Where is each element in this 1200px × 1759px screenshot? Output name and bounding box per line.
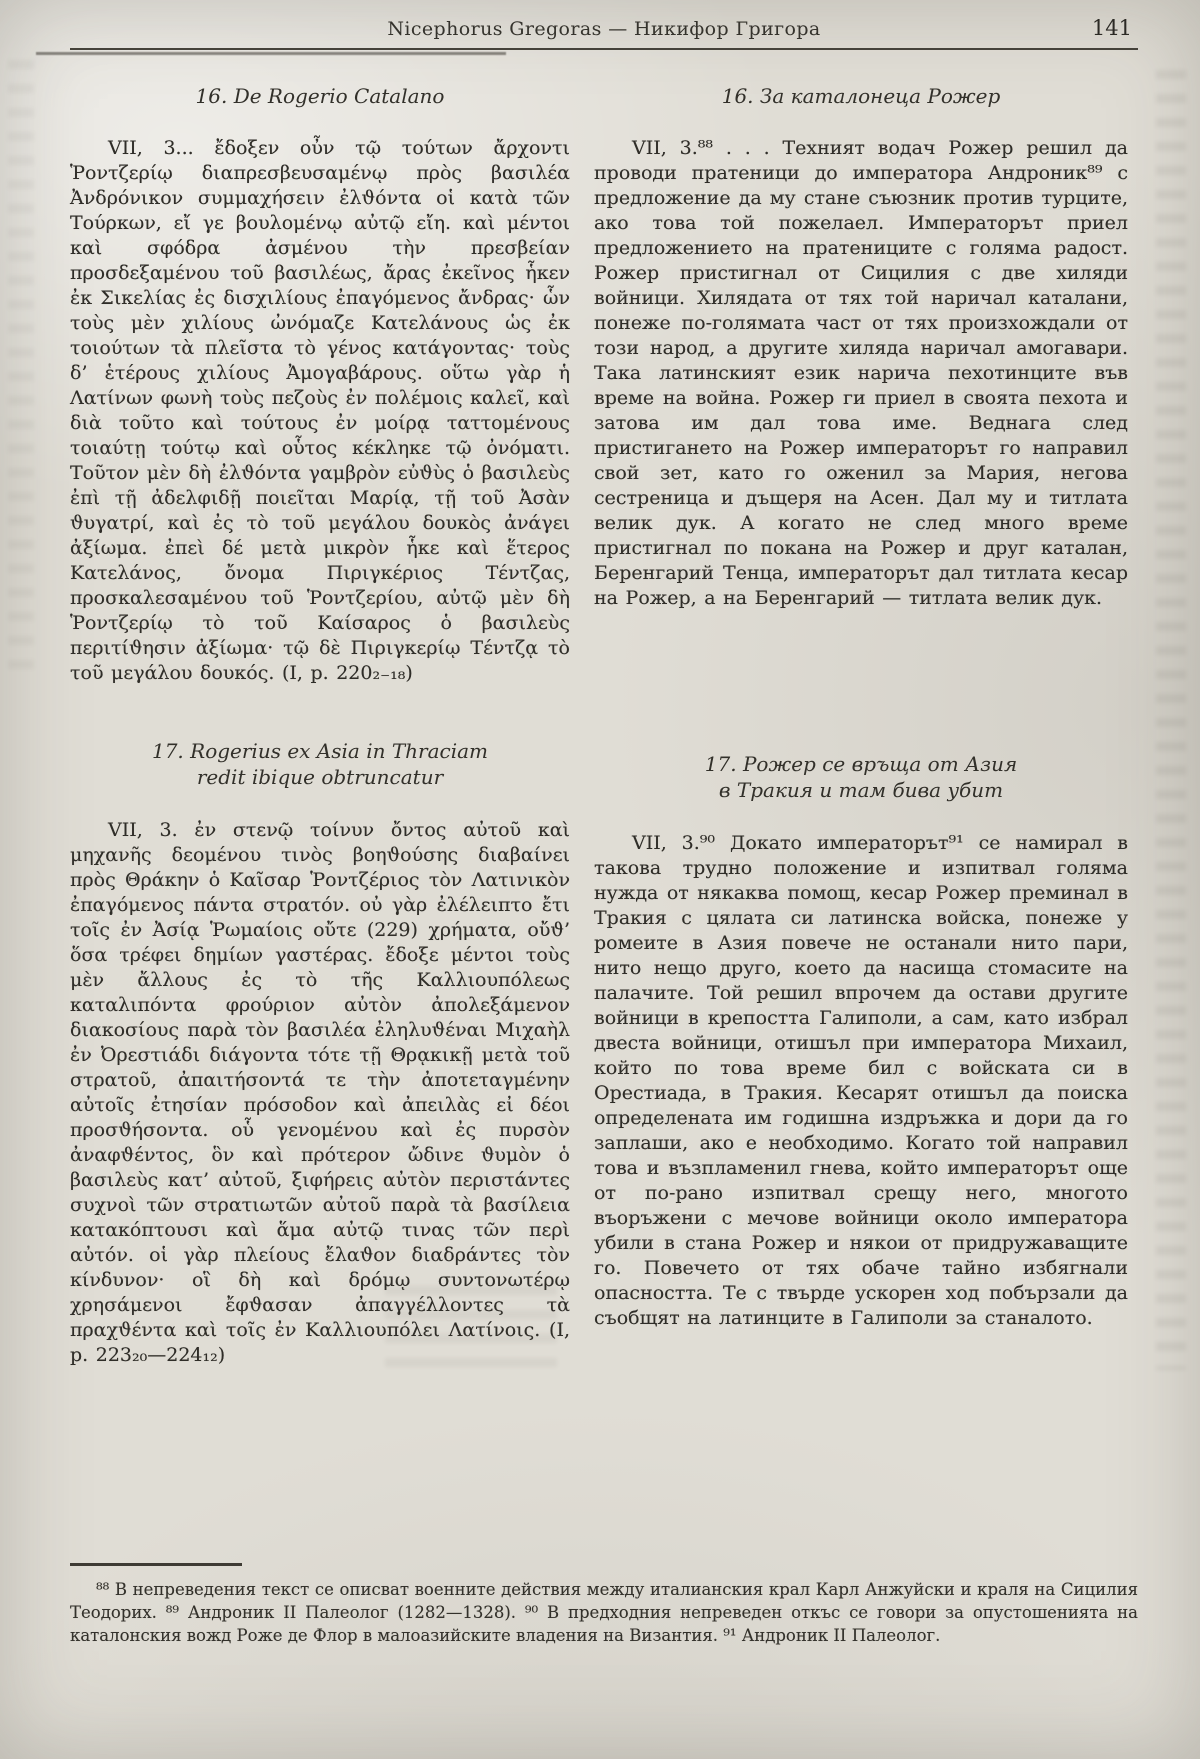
page-number: 141	[1091, 16, 1132, 40]
section-17-heading-latin-line2: redit ibique obtruncatur	[196, 765, 444, 789]
greek-paragraph-16: VII, 3... ἔδοξεν οὖν τῷ τούτων ἄρχοντι Ῥοντζερίῳ διαπρεσβευσαμένῳ πρὸς βασιλέα Ἀνδρόνικον συμμαχήσειν ἐλϑόντα οἱ κατὰ τῶν Τούρκων, εἴ γε βουλομένῳ αὐτῷ εἴη. καὶ μέντοι καὶ σφόδρα ἀσμένου τὴν πρεσβείαν προσδεξαμένου τοῦ βασιλέως, ἄρας ἐκεῖνος ἧκεν ἐκ Σικελίας ἐς δισχιλίους ἐπαγόμενος ἄνδρας· ὧν τοὺς μὲν χιλίους ὠνόμαζε Κατελάνους ὡς ἐκ τοιούτων τὰ πλεῖστα τὸ γένος κατάγοντας· τοὺς δ’ ἑτέρους χιλίους Ἀμογαβάρους. οὕτω γὰρ ἡ Λατίνων φωνὴ τοὺς πεζοὺς ἐν πολέμοις καλεῖ, καὶ διὰ τοῦτο καὶ τούτους ἐν μοίρᾳ ταττομένους τοιαύτῃ τούτῳ καὶ οὗτος κέκληκε τῷ ὀνόματι. Τοῦτον μὲν δὴ ἐλϑόντα γαμβρὸν εὐϑὺς ὁ βασιλεὺς ἐπὶ τῇ ἀδελφιδῇ ποιεῖται Μαρίᾳ, τῇ τοῦ Ἀσὰν ϑυγατρί, καὶ ἐς τὸ τοῦ μεγάλου δουκὸς ἀνάγει ἀξίωμα. ἐπεὶ δέ μετὰ μικρὸν ἧκε καὶ ἕτερος Κατελάνος, ὄνομα Πιριγκέριος Τέντζας, προσκαλεσαμένου τοῦ Ῥοντζερίου, αὐτῷ μὲν δὴ Ῥοντζερίῳ τὸ τοῦ Καίσαρος ὁ βασιλεὺς περιτίϑησιν ἀξίωμα· τῷ δὲ Πιριγκερίῳ Τέντζᾳ τὸ τοῦ μεγάλου δουκός. (I, p. 220₂₋₁₈)	[70, 137, 570, 684]
section-17-heading-bulgarian-line2: в Тракия и там бива убит	[718, 778, 1004, 802]
section-17-heading-latin-line1: 17. Rogerius ex Asia in Thraciam	[151, 739, 489, 763]
section-17-heading-bulgarian	[594, 751, 1128, 803]
greek-paragraph-17: VII, 3. ἐν στενῷ τοίνυν ὄντος αὐτοῦ καὶ μηχανῆς δεομένου τινὸς βοηϑούσης διαβαίνει πρὸς Θράκην ὁ Καῖσαρ Ῥοντζέριος τὸν Λατινικὸν ἐπαγόμενος πάντα στρατόν. οὐ γὰρ ἐλέλειπτο ἔτι τοῖς ἐν Ἀσίᾳ Ῥωμαίοις οὔτε (229) χρήματα, οὔϑ’ ὅσα τρέφει δημίων γαστέρας. ἔδοξε μέντοι τοὺς μὲν ἄλλους ἐς τὸ τῆς Καλλιουπόλεως καταλιπόντα φρούριον αὐτὸν ἀπολεξάμενον διακοσίους παρὰ τὸν βασιλέα ἐληλυϑέναι Μιχαὴλ ἐν Ὀρεστιάδι διάγοντα τότε τῇ Θρᾳκικῇ μετὰ τοῦ στρατοῦ, ἀπαιτήσοντά τε τὴν ἀποτεταγμένην αὐτοῖς ἐτησίαν πρόσοδον καὶ ἀπειλὰς εἰ δέοι προσϑήσοντα. οὗ γενομένου καὶ ἐς πυρσὸν ἀναφϑέντος, ὃν καὶ πρότερον ὤδινε ϑυμὸν ὁ βασιλεὺς κατ’ αὐτοῦ, ξιφήρεις αὐτὸν περιστάντες συχνοὶ τῶν στρατιωτῶν αὐτοῦ παρὰ τὰ βασίλεια κατακόπτουσι καὶ ἅμα αὐτῷ τινας τῶν περὶ αὐτόν. οἱ γὰρ πλείους ἔλαϑον διαδράντες τὸν κίνδυνον· οἳ δὴ καὶ δρόμῳ συντονωτέρῳ χρησάμενοι ἔφϑασαν ἀπαγγέλλοντες τὰ πραχϑέντα καὶ τοῖς ἐν Καλλιουπόλει Λατίνοις. (I, p. 223₂₀—224₁₂)	[70, 819, 570, 1366]
footnote-rule	[70, 1563, 242, 1566]
bulgarian-paragraph-17: VII, 3.⁹⁰ Докато императорът⁹¹ се намирал в такова трудно положение и изпитвал голяма нужда от някаква помощ, кесар Рожер преминал в Тракия с цялата си латинска войска, понеже у ромеите в Азия повече не останали нито пари, нито нещо друго, което да насища стомасите на палачите. Той решил впрочем да остави другите войници в крепостта Галиполи, а сам, като избрал двеста войници, отишъл при императора Михаил, който по това време бил с войската си в Орестиада, в Тракия. Кесарят отишъл да поиска определената им годишна издръжка и дори да го заплаши, ако е необходимо. Когато той направил това и възпламенил гнева, който императорът още от по-рано изпитвал срещу него, многото въоръжени с мечове войници около императора убили в стана Рожер и някои от придружаващите го. Повечето от тях обаче тайно избягнали опасността. Те с твърде ускорен ход побързали да съобщят на латинците в Галиполи за станалото.	[594, 832, 1128, 1329]
footnotes-text: ⁸⁸ В непреведения текст се описват военните действия между италианския крал Карл Анжуйски и краля на Сицилия Теодорих. ⁸⁹ Андроник II Палеолог (1282—1328). ⁹⁰ В предходния непреведен откъс се говори за опустошенията на каталонския вожд Роже де Флор в малоазийските владения на Византия. ⁹¹ Андроник II Палеолог.	[70, 1580, 1138, 1645]
bleedthrough-artifact-left	[8, 60, 34, 680]
running-title: Nicephorus Gregoras — Никифор Григора	[387, 18, 821, 40]
bleedthrough-artifact-right	[1156, 70, 1186, 1370]
text-columns	[70, 78, 1138, 1368]
greek-column	[70, 78, 570, 1368]
page-header	[70, 16, 1138, 46]
bulgarian-column	[594, 78, 1128, 1368]
section-17-heading-bulgarian-line1: 17. Рожер се връща от Азия	[704, 752, 1018, 776]
footnotes-area	[70, 1563, 1138, 1647]
section-16-heading-latin: 16. De Rogerio Catalano	[195, 84, 445, 108]
section-17-heading-latin	[70, 738, 570, 790]
bulgarian-paragraph-16: VII, 3.⁸⁸ . . . Техният водач Рожер решил да проводи пратеници до императора Андроник⁸⁹ с предложение да му стане съюзник против турците, ако това той пожелаел. Императорът приел предложението на пратениците с голяма радост. Рожер пристигнал от Сицилия с две хиляди войници. Хилядата от тях той наричал каталани, понеже по-голямата част от тях произхождали от този народ, а другите хиляда наричал амогавари. Така латинският език нарича пехотинците във време на война. Рожер ги приел в своята пехота и затова им дал това име. Веднага след пристигането на Рожер императорът го направил свой зет, като го оженил за Мария, негова сестреница и дъщеря на Асен. Дал му и титлата велик дук. А когато не след много време пристигнал по покана на Рожер и друг каталан, Беренгарий Тенца, императорът дал титлата кесар на Рожер, а на Беренгарий — титлата велик дук.	[594, 137, 1128, 609]
header-rule	[70, 48, 1138, 50]
section-16-heading-bulgarian: 16. За каталонеца Рожер	[721, 84, 1001, 108]
